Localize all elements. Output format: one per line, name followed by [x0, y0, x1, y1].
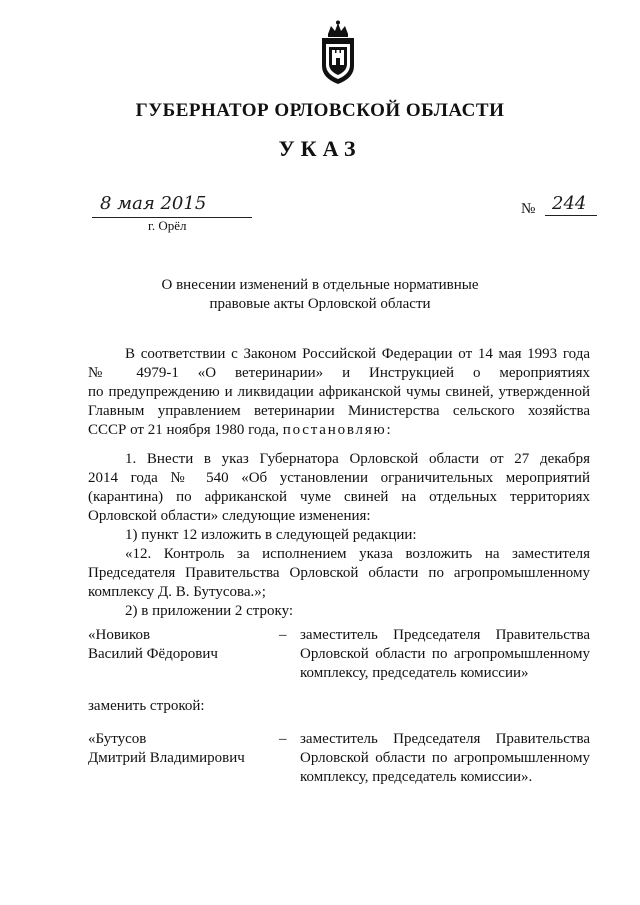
- surname: «Бутусов: [88, 731, 147, 747]
- old-member-position: [300, 626, 590, 683]
- position-line: комплексу, председатель комиссии».: [300, 769, 533, 785]
- text-line: (карантина) по африканской чуме свиней на отдельных территориях: [88, 489, 590, 505]
- old-member-name: [88, 626, 278, 664]
- position-line: Орловской области по агропромышленному: [300, 750, 590, 766]
- handwritten-number: 244: [552, 193, 587, 214]
- position-line: заместитель Председателя Правительства: [300, 731, 590, 747]
- surname: «Новиков: [88, 627, 151, 643]
- subitem-2-intro: 2) в приложении 2 строку:: [125, 603, 294, 619]
- text-line: по предупреждению и ликвидации африканской чумы свиней, утвержденной: [88, 384, 590, 400]
- position-line: Орловской области по агропромышленному: [300, 646, 590, 662]
- text-line: Орловской области» следующие изменения:: [88, 508, 371, 524]
- text-line: № 4979-1 «О ветеринарии» и Инструкцией о мероприятиях: [88, 365, 590, 381]
- given-names: Василий Фёдорович: [88, 646, 218, 662]
- text-line: 1. Внести в указ Губернатора Орловской области от 27 декабря: [125, 451, 590, 467]
- dash-separator: –: [279, 627, 287, 643]
- resolution-word: постановляю:: [282, 422, 393, 438]
- subject-line: правовые акты Орловской области: [209, 296, 431, 312]
- governor-title: ГУБЕРНАТОР ОРЛОВСКОЙ ОБЛАСТИ: [135, 100, 505, 121]
- preamble-paragraph: [88, 345, 590, 440]
- dash-separator: –: [279, 731, 287, 747]
- coat-of-arms-emblem: [318, 20, 358, 86]
- text-line: В соответствии с Законом Российской Федерации от 14 мая 1993 года: [125, 346, 590, 362]
- position-line: комплексу, председатель комиссии»: [300, 665, 529, 681]
- number-label: №: [521, 201, 536, 217]
- subitem-1-intro: 1) пункт 12 изложить в следующей редакции:: [125, 527, 417, 543]
- text-line: Председателя Правительства Орловской области по агропромышленному: [88, 565, 590, 581]
- text-line: 2014 года № 540 «Об установлении ограничительных мероприятий: [88, 470, 590, 486]
- subject-line: О внесении изменений в отдельные нормативные: [161, 277, 479, 293]
- new-member-position: [300, 730, 590, 787]
- position-line: заместитель Председателя Правительства: [300, 627, 590, 643]
- text-line: Главным управлением ветеринарии Министерства сельского хозяйства: [88, 403, 590, 419]
- replace-label: заменить строкой:: [88, 698, 205, 714]
- text-fragment: СССР от 21 ноября 1980 года,: [88, 422, 280, 438]
- text-line: «12. Контроль за исполнением указа возложить на заместителя: [125, 546, 590, 562]
- text-line: [88, 421, 590, 440]
- decree-subject: [130, 276, 510, 314]
- new-commission-row: [88, 730, 590, 790]
- text-line: комплексу Д. В. Бутусова.»;: [88, 584, 266, 600]
- handwritten-date: 8 мая 2015: [100, 193, 207, 214]
- old-commission-row: [88, 626, 590, 686]
- decree-title: УКАЗ: [278, 136, 362, 161]
- item-1-paragraph: [88, 450, 590, 621]
- new-member-name: [88, 730, 278, 768]
- city-label: г. Орёл: [148, 218, 187, 233]
- given-names: Дмитрий Владимирович: [88, 750, 245, 766]
